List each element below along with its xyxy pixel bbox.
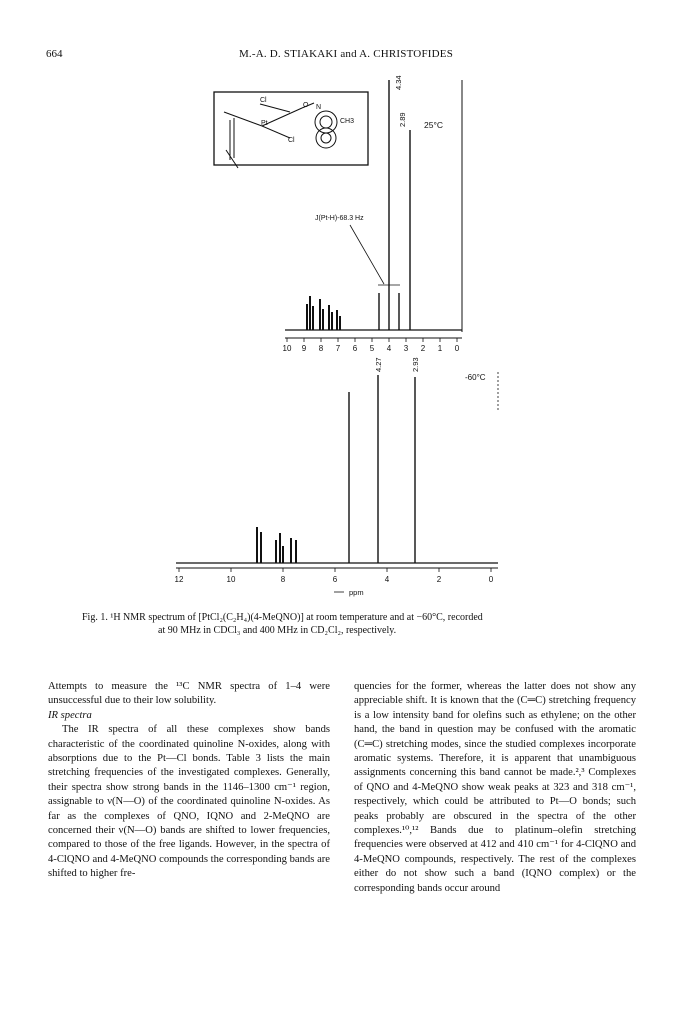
top-tick-4: 4 [386,344,392,353]
structure-box [214,92,368,165]
bottom-tick-12: 12 [174,575,184,584]
bottom-axis-tick-labels [175,575,494,584]
bottom-tick-10: 10 [226,575,236,584]
page-number: 664 [46,48,63,60]
top-tick-1: 1 [437,344,443,353]
right-para-1: quencies for the former, whereas the latter does not show any appreciable shift. It is known that the (C═C) stretching frequency is a low intensity band for olefins such as ethylene; on the other hand, the band in question may be confused with the aromatic (C═C) stretching modes, since the studied complexes incorporate aromatic systems. Therefore, it is apparent that unambiguous assignments concerning this band cannot be made.²,³ Complexes of QNO and 4-MeQNO show weak peaks at 323 and 318 cm⁻¹, respectively, which could be attributed to Pt—O bonds; such peaks probably are obscured in the spectra of the other complexes.¹⁰,¹² Bands due to platinum–olefin stretching frequencies were observed at 412 and 410 cm⁻¹ for 4-ClQNO and 4-MeQNO compounds, respectively. The rest of the complexes either do not show such a band (IQNO complex) or the corresponding bands occur around [354,681,636,894]
top-peak-label-1: 4.34 [394,75,403,90]
bottom-tick-0: 0 [488,575,494,584]
bottom-temperature-label: -60°C [465,373,486,382]
structure-o: O [303,102,309,109]
section-title-ir: IR spectra [48,709,92,721]
figure-caption [82,611,622,637]
top-axis-tick-labels [283,344,460,353]
top-tick-10: 10 [282,344,292,353]
structure-inset [214,92,368,168]
structure-ch3: CH3 [340,118,355,125]
structure-n: N [316,104,322,111]
coupling-label: J(Pt-H)-68.3 Hz [315,215,364,222]
top-tick-7: 7 [335,344,341,353]
top-tick-6: 6 [352,344,358,353]
top-axis-ticks [287,338,457,342]
left-column [48,680,330,882]
top-tick-5: 5 [369,344,375,353]
caption-line-1: Fig. 1. ¹H NMR spectrum of [PtCl₂(C₂H₄)(4-MeQNO)] at room temperature and at −60°C, recorded [82,612,483,623]
structure-cl-top: Cl [260,97,267,104]
bottom-tick-4: 4 [384,575,390,584]
ppm-label: ppm [349,588,364,597]
top-aromatic-peaks [307,296,340,330]
structure-cl-bottom: Cl [288,137,295,144]
top-peak-label-2: 2.89 [398,112,407,127]
running-head-authors: M.-A. D. STIAKAKI and A. CHRISTOFIDES [238,48,454,60]
top-tick-8: 8 [318,344,324,353]
bottom-tick-2: 2 [436,575,442,584]
top-tick-0: 0 [454,344,460,353]
bottom-tick-8: 8 [280,575,286,584]
right-column [354,680,636,896]
top-tick-9: 9 [301,344,307,353]
coupling-pointer [350,225,384,284]
top-tick-2: 2 [420,344,426,353]
left-para-1: Attempts to measure the ¹³C NMR spectra of 1–4 were unsuccessful due to their low solubility. [48,681,330,707]
top-tick-3: 3 [403,344,409,353]
bottom-tick-6: 6 [332,575,338,584]
left-para-2: The IR spectra of all these complexes show bands characteristic of the coordinated quinoline N-oxides, along with absorptions due to the Pt—Cl bonds. Table 3 lists the main stretching frequencies of the investigated complexes. Generally, their spectra show strong bands in the 1146–1300 cm⁻¹ region, assignable to ν(N—O) of the coordinated quinoline N-oxides. As far as the complexes of QNO, IQNO and 2-MeQNO are concerned their ν(N—O) bands are shifted to lower frequencies, compared to those of the free ligands. However, in the spectra of 4-ClQNO and 4-MeQNO compounds the corresponding bands are shifted to higher fre- [48,724,330,880]
structure-pt: Pt [261,120,268,127]
top-temperature-label: 25°C [424,120,443,130]
bottom-peak-label-2: 2.93 [411,357,420,372]
caption-line-2: at 90 MHz in CDCl₃ and 400 MHz in CD₂Cl₂, respectively. [158,625,397,636]
bottom-peak-label-1: 4.27 [374,357,383,372]
bottom-aromatic-peaks [257,527,296,563]
bottom-axis-ticks [179,568,491,572]
